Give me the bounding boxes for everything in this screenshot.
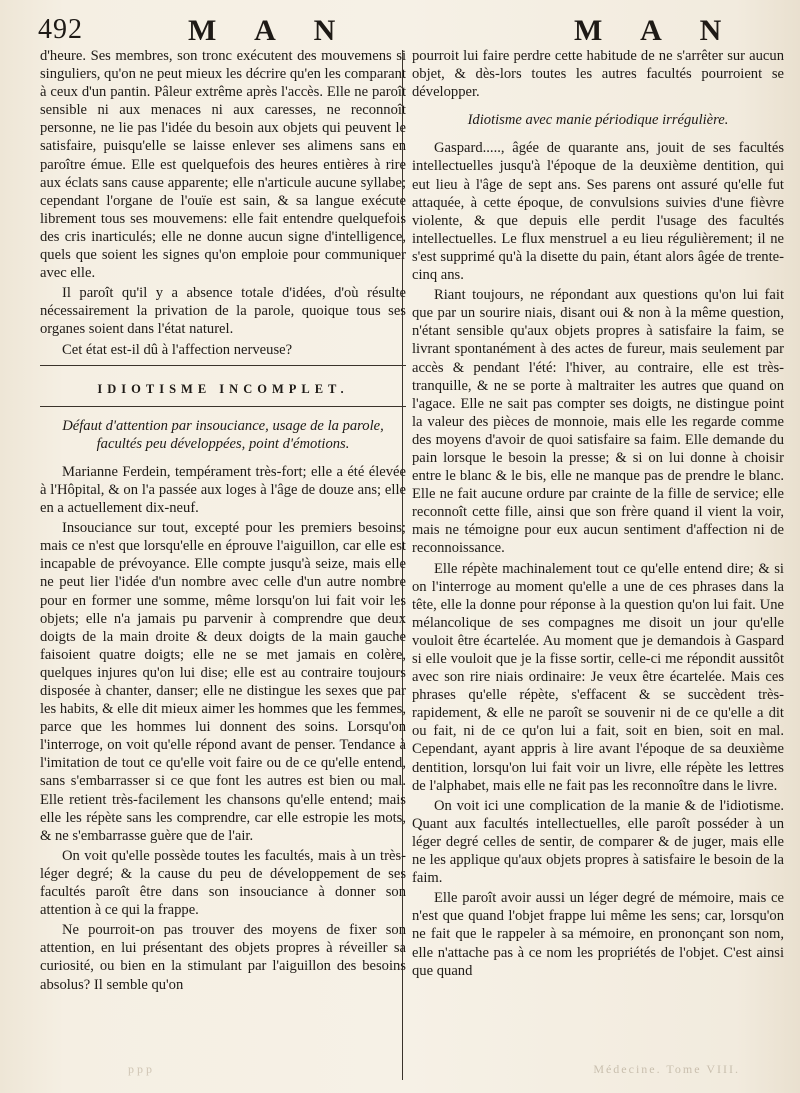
paragraph: Ne pourroit-on pas trouver des moyens de fixer son attention, en lui présentant des objets propres à réveiller sa curiosité, ou bien en la stimulant par l'aiguillon des besoins absolus? Il semble qu'on xyxy=(40,922,406,993)
paragraph: pourroit lui faire perdre cette habitude de ne s'arrêter sur aucun objet, & dès-lors toutes les autres facultés pourroient se développer. xyxy=(412,48,784,101)
paragraph: d'heure. Ses membres, son tronc exécutent des mouvemens si singuliers, qu'on ne peut mieux les décrire qu'en les comparant à ceux d'un pantin. Pâleur extrême après l'accès. Elle ne paroît sensible ni aux menaces ni aux caresses, ne reconnoît personne, ne lie pas l'idée du besoin aux objets qui peuvent le satisfaire, puisqu'elle se laisse enlever ses alimens sans en paroître émue. Elle est quelquefois des heures entières à rire aux éclats sans cause apparente; elle n'articule aucune syllabe; cependant l'organe de l'ouïe est sain, & sa langue exécute librement tous ses mouvemens: elle fait entendre quelquefois des cris inarticulés; elle ne donne aucun signe d'intelligence, quels que soient les signes qu'on emploie pour communiquer avec elle. xyxy=(40,48,406,282)
running-head-left: M A N xyxy=(188,14,352,47)
footer-left-mark: ppp xyxy=(128,1062,155,1076)
section-subhead: Défaut d'attention par insouciance, usage de la parole, facultés peu développées, point d'émotions. xyxy=(62,417,384,452)
section-rule xyxy=(40,406,406,407)
section-title: IDIOTISME INCOMPLET. xyxy=(97,381,349,396)
paragraph: Elle paroît avoir aussi un léger degré de mémoire, mais ce n'est que quand l'objet frappe lui même les sens; car, lorsqu'on ne fait que le rappeler à sa mémoire, en prononçant son nom, elle n'attache pas à ce nom les propriétés de l'objet. C'est ainsi que quand xyxy=(412,890,784,979)
section-subhead: Idiotisme avec manie périodique irrégulière. xyxy=(467,112,729,129)
paragraph: Cet état est-il dû à l'affection nerveuse? xyxy=(62,341,293,358)
paragraph: Il paroît qu'il y a absence totale d'idées, d'où résulte nécessairement la privation de la parole, quoique tous ses organes soient dans l'état naturel. xyxy=(40,285,406,338)
paragraph: Gaspard....., âgée de quarante ans, jouit de ses facultés intellectuelles jusqu'à l'époque de la deuxième dentition, qui eut lieu à l'âge de sept ans. Ses parens ont assuré qu'elle fut attaquée, à cette époque, de convulsions suivies d'une fièvre violente, & que depuis elle perdit l'usage des facultés intellectuelles. Le flux menstruel a eu lieu régulièrement; il ne s'est supprimé qu'à la disette du pain, étant alors âgée de trente-cinq ans. xyxy=(412,140,784,284)
section-rule xyxy=(40,365,406,366)
running-head-right: M A N xyxy=(574,14,738,47)
page-number: 492 xyxy=(38,14,83,45)
paragraph: On voit ici une complication de la manie & de l'idiotisme. Quant aux facultés intellectuelles, elle paroît posséder à un léger degré celles de sentir, de comparer & de juger, mais elle ne les applique qu'aux objets propres à satisfaire le besoin de la faim. xyxy=(412,797,784,887)
paragraph: Insouciance sur tout, excepté pour les premiers besoins; mais ce n'est que lorsqu'elle en éprouve l'aiguillon, car elle est incapable de prévoyance. Elle compte jusqu'à seize, mais elle ne peut lier l'idée d'un nombre avec celle d'un autre nombre pour en former une somme, même lorsqu'on lui fait voir les objets; elle n'a jamais pu parvenir à comprendre que deux doigts de la main droite & deux doigts de la main gauche faisoient quatre doigts; elle ne se met jamais en colère, quelques injures qu'on lui dise; elle est au contraire toujours disposée à chanter, danser; elle ne distingue les sexes que par les habits, & elle dit mieux aimer les hommes que les femmes, parce que les hommes lui donnent des soins. Lorsqu'on l'interroge, on voit qu'elle répond avant de penser. Tendance à l'imitation de tout ce qu'elle voit faire ou de ce qu'elle entend, sans s'embarrasser si ce que font les autres est bien ou mal. Elle retient très-facilement les chansons qu'elle entend; mais elle les répète sans les comprendre, car elle estropie les mots, & ne s'embarrasse guère que de l'air. xyxy=(40,520,406,844)
paragraph: On voit qu'elle possède toutes les facultés, mais à un très-léger degré; & la cause du peu de développement de ses facultés paroît être dans son insouciance à donner son attention à ce qui la frappe. xyxy=(40,847,406,919)
paragraph: Riant toujours, ne répondant aux questions qu'on lui fait que par un sourire niais, disant oui & non à la même question, n'étant sensible qu'aux objets propres à satisfaire la faim, se livrant spontanément à des actes de fureur, mais seulement par accès & pendant l'été: l'hiver, au contraire, elle est très-tranquille, & ne se porte à maltraiter les autres que quand on l'agace. Elle ne sait pas compter ses doigts, ne distingue point la valeur des pièces de monnoie, mais elle les regarde comme des moyens d'avoir de quoi satisfaire sa faim. Elle demande du pain lorsque le besoin la presse; & si on lui donne à choisir entre le blanc & le bis, elle ne manque pas de prendre le blanc. Elle ne fait aucune ordure par crainte de la fille de service; elle reconnoît cette fille, ainsi que son frère quand il vient la voir, mais ne témoigne pour eux aucun sentiment d'affection ni de reconnoissance. xyxy=(412,287,784,557)
right-column xyxy=(412,47,784,982)
page-header xyxy=(38,14,774,50)
paragraph: Elle répète machinalement tout ce qu'elle entend dire; & si on l'interroge au moment qu'elle a une de ces phrases dans la tête, elle la donne pour réponse à la question qu'on lui fait. Une mélancolique de ses compagnes me disoit un jour qu'elle vouloit être écartelée. Au moment que je demandois à Gaspard si elle vouloit que je la fisse sortir, celle-ci me répondit aussitôt avec son rire niais ordinaire: Je veux être écartelée. Mais ces phrases qu'elle répète, s'effacent & se succèdent très-rapidement, & elle ne paroît se souvenir ni de ce qu'elle a dit ou fait, ni de ce qu'on lui a fait, soit en bien, soit en mal. Cependant, ayant appris à lire avant l'époque de sa deuxième dentition, lorsqu'on lui fait voir un livre, elle répète les lettres de l'alphabet, mais elle ne fait pas les reconnoître dans le livre. xyxy=(412,560,784,794)
footer-signature-mark: Médecine. Tome VIII. xyxy=(593,1062,740,1076)
left-column xyxy=(40,47,406,996)
paragraph: Marianne Ferdein, tempérament très-fort; elle a été élevée à l'Hôpital, & on l'a passée aux loges à l'âge de douze ans; elle en a actuellement dix-neuf. xyxy=(40,463,406,517)
